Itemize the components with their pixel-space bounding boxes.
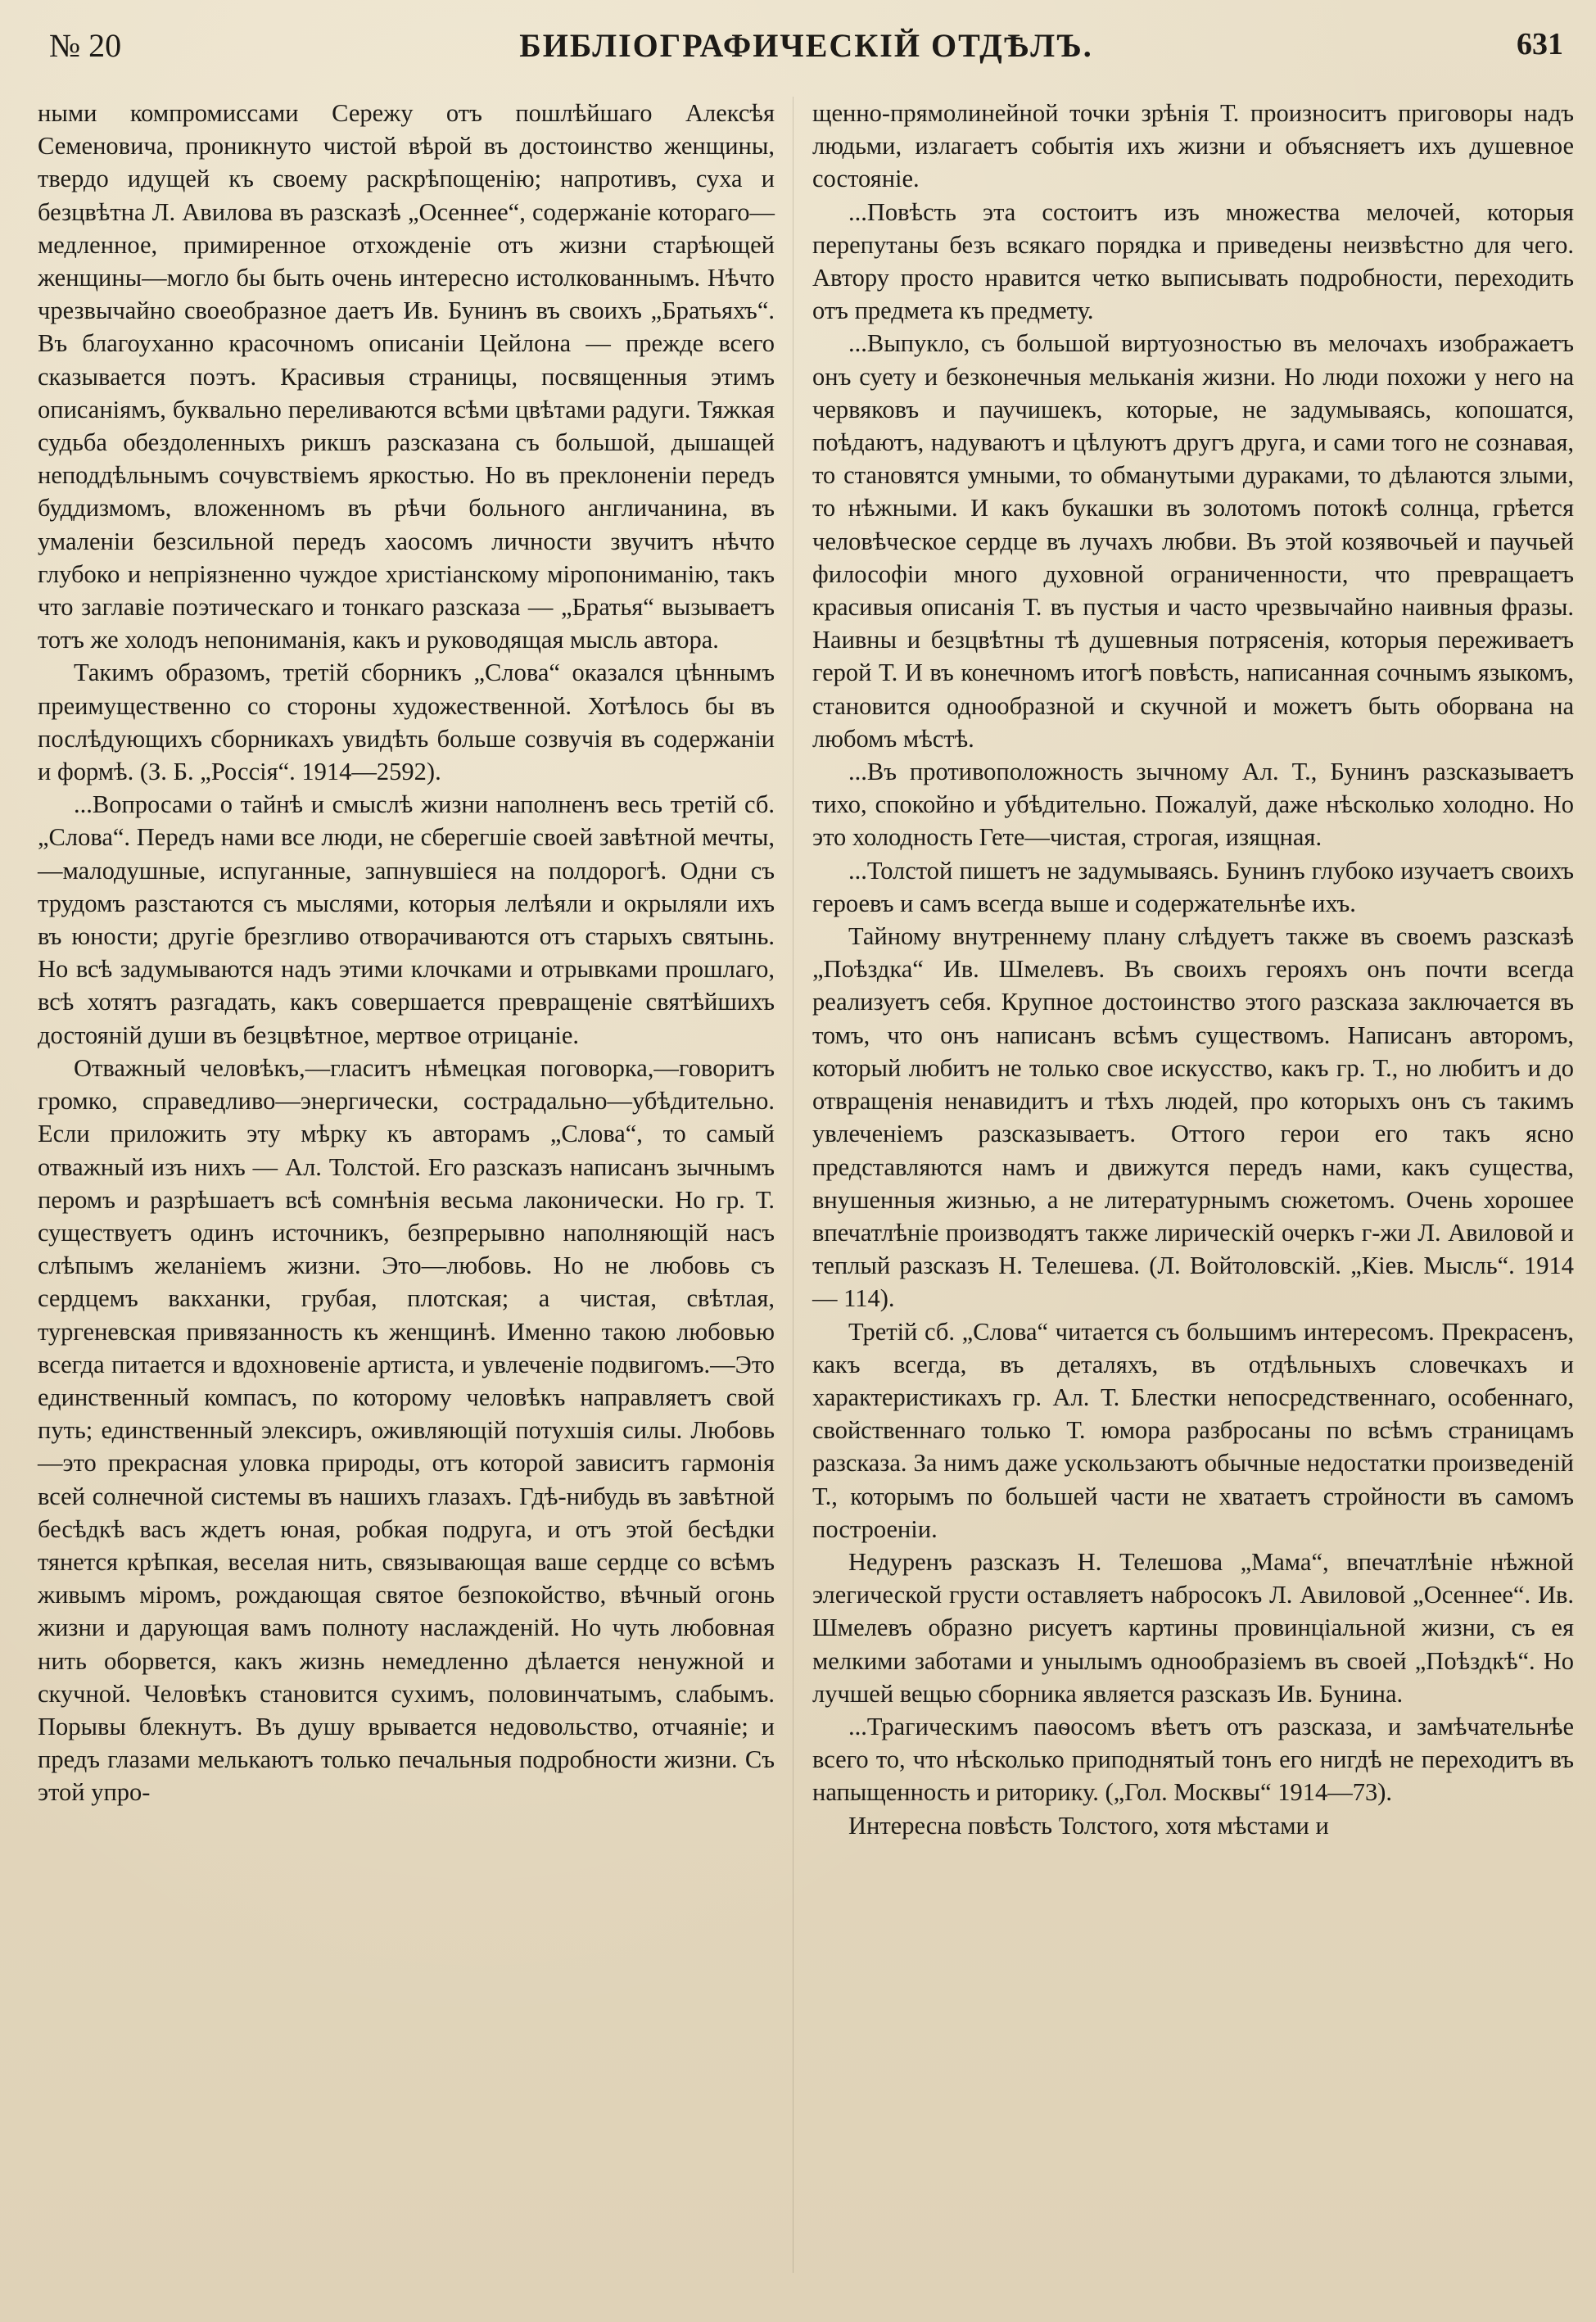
right-paragraph: ...Выпукло, съ большой виртуозностью въ мелочахъ изображаетъ онъ суету и безконечныя мельканія жизни. Но люди похожи у него на червяковъ и паучишекъ, которые, не задумываясь, копошатся, поѣдаютъ, надуваютъ и цѣлуютъ другъ друга, и сами того не сознавая, то становятся умными, то обманутыми дураками, то дѣлаются злыми, то нѣжными. И какъ букашки въ золотомъ потокѣ солнца, грѣется человѣческое сердце въ лучахъ любви. Въ этой козявочьей и паучьей философіи много духовной ограниченности, что превращаетъ красивыя описанія Т. въ пустыя и часто чрезвычайно наивныя фразы. Наивны и безцвѣтны тѣ душевныя потрясенія, которыя переживаетъ герой Т. И въ конечномъ итогѣ повѣсть, написанная сочнымъ языкомъ, становится однообразной и скучной и можетъ быть оборвана на любомъ мѣстѣ. (812, 329, 1574, 753)
issue-number: № 20 (49, 27, 122, 64)
right-paragraph: Тайному внутреннему плану слѣдуетъ также въ своемъ разсказѣ „Поѣздка“ Ив. Шмелевъ. Въ своихъ герояхъ онъ почти всегда реализуетъ себя. Крупное достоинство этого разсказа заключается въ томъ, что онъ написанъ всѣмъ существомъ. Написанъ авторомъ, который любитъ не только свое искусство, какъ гр. Т., но любитъ и до отвращенія ненавидитъ и тѣхъ людей, про которыхъ онъ съ такимъ увлеченіемъ разсказываетъ. Оттого герои его такъ ясно представляются намъ и движутся передъ нами, какъ существа, внушенныя жизнью, а не литературнымъ сюжетомъ. Очень хорошее впечатлѣніе производятъ также лирическій очеркъ г-жи Л. Авиловой и теплый разсказъ Н. Телешева. (Л. Войтоловскій. „Кіев. Мысль“. 1914 — 114). (812, 922, 1574, 1313)
right-paragraph: ...Трагическимъ паѳосомъ вѣетъ отъ разсказа, и замѣчательнѣе всего то, что нѣсколько приподнятый тонъ его нигдѣ не переходитъ въ напыщенность и риторику. („Гол. Москвы“ 1914—73). (812, 1712, 1574, 1807)
right-paragraph: ...Повѣсть эта состоитъ изъ множества мелочей, которыя перепутаны безъ всякаго порядка и приведены неизвѣстно для чего. Автору просто нравится четко выписывать подробности, переходить отъ предмета къ предмету. (812, 197, 1574, 325)
right-paragraph: ...Въ противоположность зычному Ал. Т., Бунинъ разсказываетъ тихо, спокойно и убѣдительно. Пожалуй, даже нѣсколько холодно. Но это холодность Гете—чистая, строгая, изящная. (812, 758, 1574, 852)
right-paragraph: Недуренъ разсказъ Н. Телешова „Мама“, впечатлѣніе нѣжной элегической грусти оставляетъ набросокъ Л. Авиловой „Осеннее“. Ив. Шмелевъ образно рисуетъ картины провинціальной жизни, съ ея мелкими заботами и унылымъ однообразіемъ въ своей „Поѣздкѣ“. Но лучшей вещью сборника является разсказъ Ив. Бунина. (812, 1547, 1574, 1708)
running-head (49, 18, 1563, 67)
left-paragraph: ...Вопросами о тайнѣ и смыслѣ жизни наполненъ весь третій сб. „Слова“. Передъ нами все люди, не сберегшіе своей завѣтной мечты,—малодушные, испуганные, запнувшіеся на полдорогѣ. Одни съ трудомъ разстаются съ мыслями, которыя лелѣяли и окрыляли ихъ въ юности; другіе брезгливо отворачиваются отъ старыхъ святынь. Но всѣ задумываются надъ этими клочками и отрывками прошлаго, всѣ хотятъ разгадать, какъ совершается превращеніе святѣйшихъ достояній души въ безцвѣтное, мертвое отрицаніе. (38, 790, 775, 1049)
right-paragraph: Интересна повѣсть Толстого, хотя мѣстами и (848, 1811, 1329, 1840)
left-column (38, 97, 775, 2289)
right-paragraph: щенно-прямолинейной точки зрѣнія Т. произноситъ приговоры надъ людьми, излагаетъ событія ихъ жизни и объясняетъ ихъ душевное состояніе. (812, 99, 1574, 193)
left-paragraph: Такимъ образомъ, третій сборникъ „Слова“ оказался цѣннымъ преимущественно со стороны художественной. Хотѣлось бы въ послѣдующихъ сборникахъ увидѣть больше созвучія въ содержаніи и формѣ. (З. Б. „Россія“. 1914—2592). (38, 659, 775, 786)
left-paragraph: Отважный человѣкъ,—гласитъ нѣмецкая поговорка,—говоритъ громко, справедливо—энергически, сострадально—убѣдительно. Если приложить эту мѣрку къ авторамъ „Слова“, то самый отважный изъ нихъ — Ал. Толстой. Его разсказъ написанъ зычнымъ перомъ и разрѣшаетъ всѣ сомнѣнія весьма лаконически. Но гр. Т. существуетъ одинъ источникъ, безпрерывно наполняющій насъ слѣпымъ желаніемъ жизни. Это—любовь. Но не любовь съ сердцемъ вакханки, грубая, плотская; а чистая, свѣтлая, тургеневская привязанность къ женщинѣ. Именно такою любовью всегда питается и вдохновеніе артиста, и увлеченіе подвигомъ.—Это единственный компасъ, по которому человѣкъ направляетъ свой путь; единственный элексиръ, оживляющій потухшія силы. Любовь—это прекрасная уловка природы, отъ которой зависитъ гармонія всей солнечной системы въ нашихъ глазахъ. Гдѣ-нибудь въ завѣтной бесѣдкѣ васъ ждетъ юная, робкая подруга, и отъ этой бесѣдки тянется крѣпкая, веселая нить, связывающая ваше сердце со всѣмъ живымъ міромъ, рождающая святое безпокойство, вѣчный огонь жизни и дарующая вамъ полноту наслажденій. Но чуть любовная нить оборвется, какъ жизнь немедленно дѣлается ненужной и скучной. Человѣкъ становится сухимъ, половинчатымъ, слабымъ. Порывы блекнутъ. Въ душу врывается недовольство, отчаяніе; и предъ глазами мелькаютъ только печальныя подробности жизни. Съ этой упро- (38, 1053, 775, 1807)
page-number: 631 (1517, 27, 1563, 61)
section-title: БИБЛІОГРАФИЧЕСКІЙ ОТДѢЛЪ. (519, 27, 1093, 64)
right-paragraph: Третій сб. „Слова“ читается съ большимъ интересомъ. Прекрасенъ, какъ всегда, въ деталяхъ, въ отдѣльныхъ словечкахъ и характеристикахъ гр. Ал. Т. Блестки непосредственнаго, особеннаго, свойственнаго только Т. юмора разбросаны по всѣмъ страницамъ разсказа. За нимъ даже ускользаютъ обычные недостатки произведеній Т., которымъ по большей части не хватаетъ стройности въ самомъ построеніи. (812, 1317, 1574, 1543)
right-paragraph: ...Толстой пишетъ не задумываясь. Бунинъ глубоко изучаетъ своихъ героевъ и самъ всегда выше и содержательнѣе ихъ. (812, 856, 1574, 917)
left-paragraph: ными компромиссами Сережу отъ пошлѣйшаго Алексѣя Семеновича, проникнуто чистой вѣрой въ достоинство женщины, твердо идущей къ своему раскрѣпощенію; напротивъ, суха и безцвѣтна Л. Авилова въ разсказѣ „Осеннее“, содержаніе котораго—медленное, примиренное отхожденіе отъ жизни старѣющей женщины—могло бы быть очень интересно истолкованнымъ. Нѣчто чрезвычайно своеобразное даетъ Ив. Бунинъ въ своихъ „Братьяхъ“. Въ благоуханно красочномъ описаніи Цейлона — прежде всего сказывается поэтъ. Красивыя страницы, посвященныя этимъ описаніямъ, буквально переливаются всѣми цвѣтами радуги. Тяжкая судьба обездоленныхъ рикшъ разсказана съ большой, дышащей неподдѣльнымъ сочувствіемъ яркостью. Но въ преклоненіи передъ буддизмомъ, вложенномъ въ рѣчи больного англичанина, въ умаленіи безсильной передъ хаосомъ личности звучитъ нѣчто глубоко и непріязненно чуждое христіанскому міропониманію, такъ что заглавіе поэтическаго и тонкаго разсказа — „Братья“ вызываетъ тотъ же холодъ непониманія, какъ и руководящая мысль автора. (38, 99, 775, 654)
right-column (812, 97, 1574, 2289)
